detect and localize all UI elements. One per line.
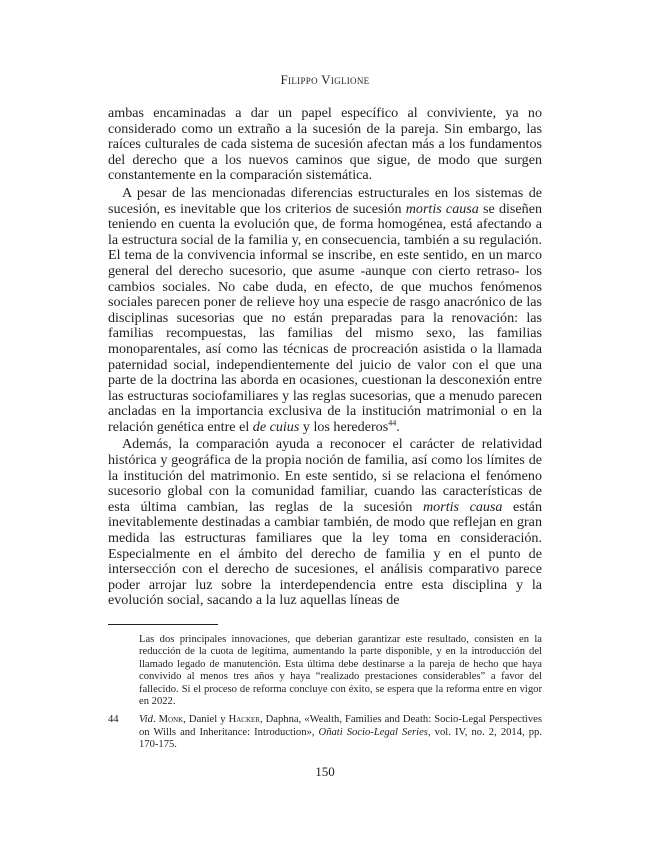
italic-term: mortis causa xyxy=(405,200,479,217)
footnote-ref-44[interactable]: 44 xyxy=(388,418,397,428)
paragraph-1: ambas encaminadas a dar un papel específico al conviviente, ya no considerado como un extraño a la sucesión de la pareja. Sin embargo, las raíces culturales de cada sistema de sucesión afectan más a los fundamentos del derecho que a los nuevos caminos que sigue, de modo que surgen constantemente en la comparación sistemática. xyxy=(108,105,542,184)
text-run: y los herederos xyxy=(299,418,389,435)
text-run: A pesar de las mencionadas diferencias estructurales en los sistemas de sucesión, es inevitable que los criterios de sucesión xyxy=(108,184,542,217)
text-run: , vol. IV, no. 2, 2014, pp. 170-175. xyxy=(139,726,542,751)
italic-term: Vid xyxy=(139,714,153,726)
author-name: Hacker xyxy=(228,714,260,726)
footnote-separator xyxy=(108,624,218,625)
text-run: . xyxy=(152,714,159,726)
italic-term: mortis causa xyxy=(423,498,503,515)
text-run: , Daniel y xyxy=(183,714,229,726)
footnote-number: 44 xyxy=(108,714,119,726)
page-number: 150 xyxy=(315,764,335,779)
main-text xyxy=(108,106,542,609)
text-run: , Daphna, «Wealth, Families and Death: Socio-Legal Perspectives on Wills and Inheritance: Introduction», xyxy=(139,714,542,738)
paragraph-3 xyxy=(108,437,542,609)
running-header: Filippo Viglione xyxy=(280,72,370,87)
text-run: Además, la comparación ayuda a reconocer el carácter de relatividad histórica y geográfica de la propia noción de familia, así como los límites de la institución del matrimonio. En este sentido, si se relaciona el fenómeno sucesorio global con la comunidad familiar, cuando las características de esta última cambian, las reglas de la sucesión xyxy=(108,436,542,515)
author-name: Monk xyxy=(158,714,184,726)
text-run: . xyxy=(396,418,400,435)
text-run: están inevitablemente destinadas a cambiar también, de modo que reflejan en gran medida las estructuras familiares que la ley toma en consideración. Especialmente en el ámbito del derecho de familia y en el punto de intersección con el derecho de sucesiones, el análisis comparativo parece poder arrojar luz sobre la interdependencia entre esta disciplina y la evolución social, sacando a la luz aquellas líneas de xyxy=(108,498,542,609)
footnotes xyxy=(108,634,542,752)
italic-term: de cuius xyxy=(252,418,300,435)
footnote-body xyxy=(139,714,542,751)
text-run: se diseñen teniendo en cuenta la evolución que, de forma homogénea, está afectando a la estructura social de la familia y, en consecuencia, también a su regulación. El tema de la convivencia informal se inscribe, en este sentido, en un marco general del derecho sucesorio, que asume -aunque con cierto retraso- los cambios sociales. No cabe duda, en efecto, de que muchos fenómenos sociales parecen poner de relieve hoy una especie de rasgo anacrónico de las disciplinas sucesorias que no están preparadas para la renovación: las familias recompuestas, las familias del mismo sexo, las familias monoparentales, así como las técnicas de procreación asistida o la llamada paternidad social, independientemente del juicio de valor con el que una parte de la doctrina las aborda en ocasiones, cuestionan la desconexión entre las estructuras sociofamiliares y las reglas sucesorias, que a menudo parecen ancladas en la importancia exclusiva de la institución matrimonial o en la relación genética entre el xyxy=(108,200,543,435)
paragraph-2 xyxy=(108,186,542,436)
footnote-44 xyxy=(108,714,542,751)
footnote-continuation: Las dos principales innovaciones, que deberian garantizar este resultado, consisten en la reducción de la cuota de legítima, aumentando la parte disponible, y en la introducción del llamado legado de manutención. Esta última debe destinarse a la pareja de hecho que haya convivido al menos tres años y haya “realizado prestaciones considerables” a favor del fallecido. Si el proceso de reforma concluye con éxito, se espera que la reforma entre en vigor en 2022. xyxy=(139,634,542,708)
journal-title: Oñati Socio-Legal Series xyxy=(318,726,428,738)
